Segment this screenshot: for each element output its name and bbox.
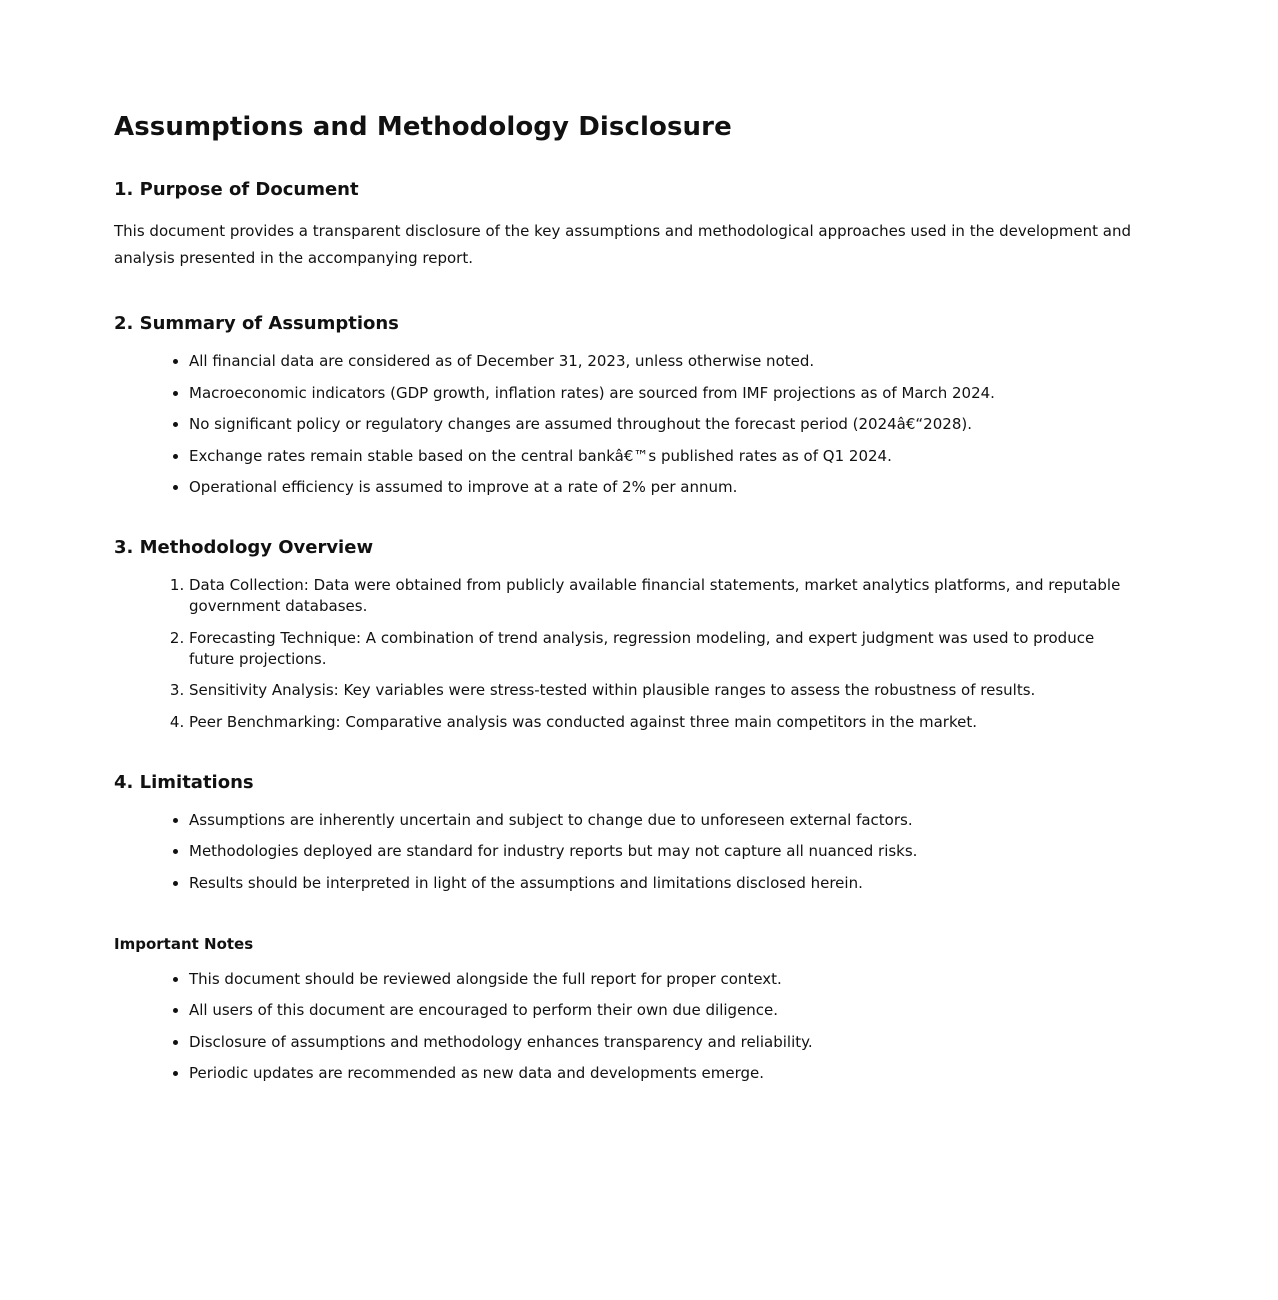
list-item: • Methodologies deployed are standard for industry reports but may not capture all nuanced risks. — [189, 841, 1144, 862]
list-item: • Disclosure of assumptions and methodology enhances transparency and reliability. — [189, 1032, 1144, 1053]
limitations-list — [114, 810, 1144, 894]
list-item: • Exchange rates remain stable based on the central bankâ€™s published rates as of Q1 2024. — [189, 446, 1144, 467]
list-item: • Results should be interpreted in light of the assumptions and limitations disclosed herein. — [189, 873, 1144, 894]
list-item: • Periodic updates are recommended as new data and developments emerge. — [189, 1063, 1144, 1084]
limitations-heading: 4. Limitations — [114, 771, 254, 793]
purpose-heading: 1. Purpose of Document — [114, 179, 359, 200]
list-item: • Operational efficiency is assumed to improve at a rate of 2% per annum. — [189, 477, 1144, 498]
page-title: Assumptions and Methodology Disclosure — [114, 112, 732, 142]
assumptions-list — [114, 351, 1144, 498]
list-item: 2. Forecasting Technique: A combination of trend analysis, regression modeling, and expert judgment was used to produce future projections. — [189, 628, 1144, 670]
list-item: • Assumptions are inherently uncertain and subject to change due to unforeseen external factors. — [189, 810, 1144, 831]
list-item: • All financial data are considered as of December 31, 2023, unless otherwise noted. — [189, 351, 1144, 372]
methodology-list — [114, 575, 1144, 733]
purpose-text: This document provides a transparent disclosure of the key assumptions and methodological approaches used in the development and analysis presented in the accompanying report. — [114, 222, 1132, 267]
notes-heading: Important Notes — [114, 934, 254, 953]
list-item: • All users of this document are encouraged to perform their own due diligence. — [189, 1000, 1144, 1021]
notes-list — [114, 969, 1144, 1085]
list-item: 3. Sensitivity Analysis: Key variables were stress-tested within plausible ranges to assess the robustness of results. — [189, 680, 1144, 701]
assumptions-heading: 2. Summary of Assumptions — [114, 313, 399, 334]
list-item: • No significant policy or regulatory changes are assumed throughout the forecast period (2024â€“2028). — [189, 414, 1144, 435]
list-item: 1. Data Collection: Data were obtained from publicly available financial statements, market analytics platforms, and reputable government databases. — [189, 575, 1144, 617]
methodology-heading: 3. Methodology Overview — [114, 537, 374, 558]
list-item: • Macroeconomic indicators (GDP growth, inflation rates) are sourced from IMF projections as of March 2024. — [189, 383, 1144, 404]
list-item: • This document should be reviewed alongside the full report for proper context. — [189, 969, 1144, 990]
list-item: 4. Peer Benchmarking: Comparative analysis was conducted against three main competitors in the market. — [189, 712, 1144, 733]
